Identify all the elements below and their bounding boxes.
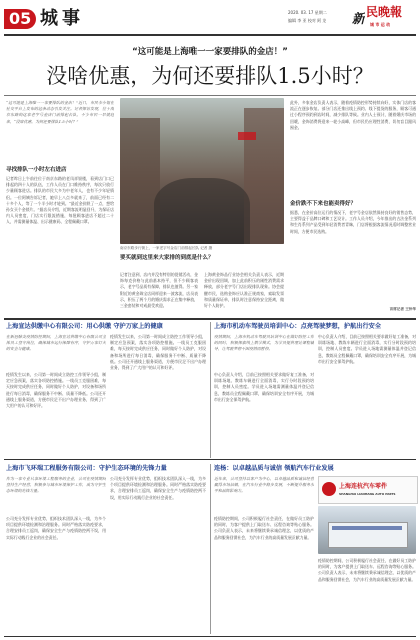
article-1-body-col2: 疫情发生以来，公司第一时间成立防控工作领导小组，制定应急预案，落实各项防控措施。一线员工克服困难，每天按时完成供应任务，同时做好个人防护，对设备和场所进行每日消毒，确保服务不中断、质量不降低。公司还开通线上服务渠道，方便市民足不出户办理业务，得到了广大用户的认可和好评。 xyxy=(110,334,206,371)
article-2-intro: 疫情期间，上海市机动车驾驶员培训中心在做好防控工作的同时，积极探索线上教学模式，为学员提供理论课程辅导，让驾驶梦想不因疫情而暂停。 xyxy=(214,334,314,352)
article-4-intro: 近年来，公司坚持以客户为中心，以卓越品质和诚信经营赢得市场信赖，在汽车行业中稳步发展，不断提升服务水平和品牌影响力。 xyxy=(214,476,314,494)
article-3-intro: 作为一家专业从事环境工程服务的企业，公司在疫情期间坚持生产经营，积极参与城市环境保护工作，成为守护生态环境的先锋力量。 xyxy=(6,476,106,494)
editor-line: 编辑 李 亚 校对 阿 龙 xyxy=(288,18,327,23)
company-logo xyxy=(318,476,418,504)
lead-headline: 没啥优惠，为何还要排队1.5小时？ xyxy=(46,64,374,88)
lead-body-1: 记者昨日上午前往位于南京东路的老凤祥银楼，看到店门口已排起约四十人的队伍，工作人员在门口维持秩序，每次只放行少量顾客进店。排队的市民大多为中老年人，也有不少年轻情侣。一位阿姨告诉记者，她早上八点多就来了，前面已经有二十多个人，等了一个半小时才轮到。“最近金价跌了一点，想给孙女买个金锁片。”据店员介绍，近期客流明显回升，为保证店内人员密度，门店实行限流措施，每批顾客进店不超过二十人，并需测量体温、出示健康码、全程佩戴口罩。 xyxy=(6,176,114,225)
article-3-body: 公司充分发挥专业优势，组织技术团队深入一线，为多个项目提供环境检测和治理服务。同时严格落实防疫要求，合理安排员工返岗，确保安全生产与疫情防控两不误，用实际行动践行企业的社会责任。 xyxy=(6,516,106,540)
article-4-title: 连杨：以卓越品质与诚信 领航汽车行业发展 xyxy=(214,465,334,472)
article-1-title: 上海宣达供缴中心有限公司：用心供缴 守护万家上的健康 xyxy=(6,323,163,330)
article-1-body: 疫情发生以来，公司第一时间成立防控工作领导小组，制定应急预案，落实各项防控措施。一线员工克服困难，每天按时完成供应任务，同时做好个人防护，对设备和场所进行每日消毒，确保服务不中断、质量不降低。公司还开通线上服务渠道，方便市民足不出户办理业务，得到了广大用户的认可和好评。 xyxy=(6,372,106,409)
lead-subhead-2: 要买就到这里来大家排的到底是什么？ xyxy=(120,255,214,261)
page-bottom-rule xyxy=(4,636,416,637)
brand-logo: 民晚報 xyxy=(366,5,403,19)
article-2-body-col2: 中心负责人介绍，目前已按照相关要求做好复工准备，对训练场地、教练车辆进行全面消毒，实行分时段预约培训，控制人员密度。学员进入场地需测量体温并登记信息，教练员全程佩戴口罩，确保培训安全有序开展，为城市出行安全保驾护航。 xyxy=(318,334,416,364)
mid-rule xyxy=(4,459,416,460)
logo-cn: 上海连杭汽车零件 xyxy=(339,483,388,490)
brand-sub: 城 市 运 动 xyxy=(370,22,391,27)
logo-en: SHANGHAI LIANHANG AUTO PARTS xyxy=(339,492,396,496)
article-3-title: 上海市飞环瑞工程服务有限公司：守护生态环境的先锋力量 xyxy=(6,465,167,472)
lead-byline: 首席记者 王仲华 xyxy=(389,307,416,311)
article-2-title: 上海市机动车驾驶员培训中心：点亮驾驶梦想，护航出行安全 xyxy=(214,323,382,330)
lead-kicker: “这可能是上海唯一一家要排队的金店！” xyxy=(132,47,288,57)
lead-right-subhead: 金价跌不下来也能卖得好？ xyxy=(290,201,357,207)
brand-top: 新 xyxy=(352,12,366,27)
page-number: 05 xyxy=(9,9,32,28)
lead-right-col: 此外，多家金店负责人表示，随着疫情防控形势持续向好，实体门店的客流正在逐步恢复。部分门店还推出线上预约、线下提货的服务，顾客可通过小程序预约到店时间，减少排队等候。业内人士预计，随着婚庆市场的回暖，金饰消费将迎来一轮小高峰，但市民仍应理性消费，切勿盲目跟风囤金。 xyxy=(290,100,416,130)
lead-body-3: 上海黄金饰品行业协会相关负责人表示，近期金价出现回调，加上此前积压的刚性消费需求释放，部分老字号门店出现排队现象。协会提醒市民，选购金饰应认准正规商家，索取发票和质量保证单，排队时注意保持安全距离，做好个人防护。 xyxy=(204,272,284,309)
lead-body-2: 记者注意到，店内并没有特别的促销活动，金饰每克价格与此前基本持平，但不少顾客表示，老字号品质有保障，排队也值得。另一家附近的黄金珠宝店同样迎来一波客流，店员表示，积压了两个月的婚庆需求正在集中释放，三金套装和对戒最受欢迎。 xyxy=(120,272,198,309)
article-4-body: 疫情防控期间，公司积极履行社会责任，在做好员工防护的同时，为客户提供上门取送车、远程咨询等贴心服务。公司负责人表示，未来将继续秉承诚信理念，以优质的产品和服务回馈社会，为汽车行业的高质量发展贡献力量。 xyxy=(214,516,314,540)
article-4-body-col2: 疫情防控期间，公司积极履行社会责任，在做好员工防护的同时，为客户提供上门取送车、远程咨询等贴心服务。公司负责人表示，未来将继续秉承诚信理念，以优质的产品和服务回馈社会，为汽车行业的高质量发展贡献力量。 xyxy=(318,558,416,582)
article-2-body: 中心负责人介绍，目前已按照相关要求做好复工准备，对训练场地、教练车辆进行全面消毒，实行分时段预约培训，控制人员密度。学员进入场地需测量体温并登记信息，教练员全程佩戴口罩，确保培训安全有序开展，为城市出行安全保驾护航。 xyxy=(214,372,314,402)
lead-bottom-rule xyxy=(4,318,416,320)
lead-subhead: 寻找排队一小时左右进店 xyxy=(6,167,67,173)
date-line: 2020. 03. 17 星期二 xyxy=(288,10,327,15)
article-3-body-col2: 公司充分发挥专业优势，组织技术团队深入一线，为多个项目提供环境检测和治理服务。同时严格落实防疫要求，合理安排员工返岗，确保安全生产与疫情防控两不误，用实际行动践行企业的社会责任。 xyxy=(110,476,206,500)
lead-street-photo xyxy=(120,98,284,244)
article-1-intro: 在新冠肺炎疫情防控期间，上海宣达供缴中心有限公司全体员工坚守岗位，确保城市运行保障有序，守护万家灯火的安全与健康。 xyxy=(6,334,106,352)
col-divider-mid xyxy=(210,322,211,458)
lead-right-col-2: 据悉，在金价高位运行的情况下，老字号金店依然保持良好的销售态势，主要得益于品牌口碑和工艺设计。工作人员介绍，今年推出的古法金系列和生肖系列产品受到年轻消费者青睐，门店将根据客流情况适时调整营业时间，方便市民选购。 xyxy=(290,210,416,234)
lead-photo-caption: 南京东路步行街上，一家老字号金店门前排起长队 记者 摄 xyxy=(120,246,213,250)
headline-rule xyxy=(4,95,416,96)
lead-intro: “这可能是上海唯一一家要排队的金店！”近日，市民李小姐在社交平台上发布的这条动态引发关注。记者探访发现，位于南京东路的这家老字号金店门前排起长队，不少市民一早就赶来，“没啥优惠，为何还要排队1.5小时？” xyxy=(6,100,114,124)
article-4-photo xyxy=(318,506,416,554)
logo-mark-icon xyxy=(322,482,336,496)
col-divider-bottom xyxy=(210,464,211,634)
section-title: 城事 xyxy=(40,8,84,29)
